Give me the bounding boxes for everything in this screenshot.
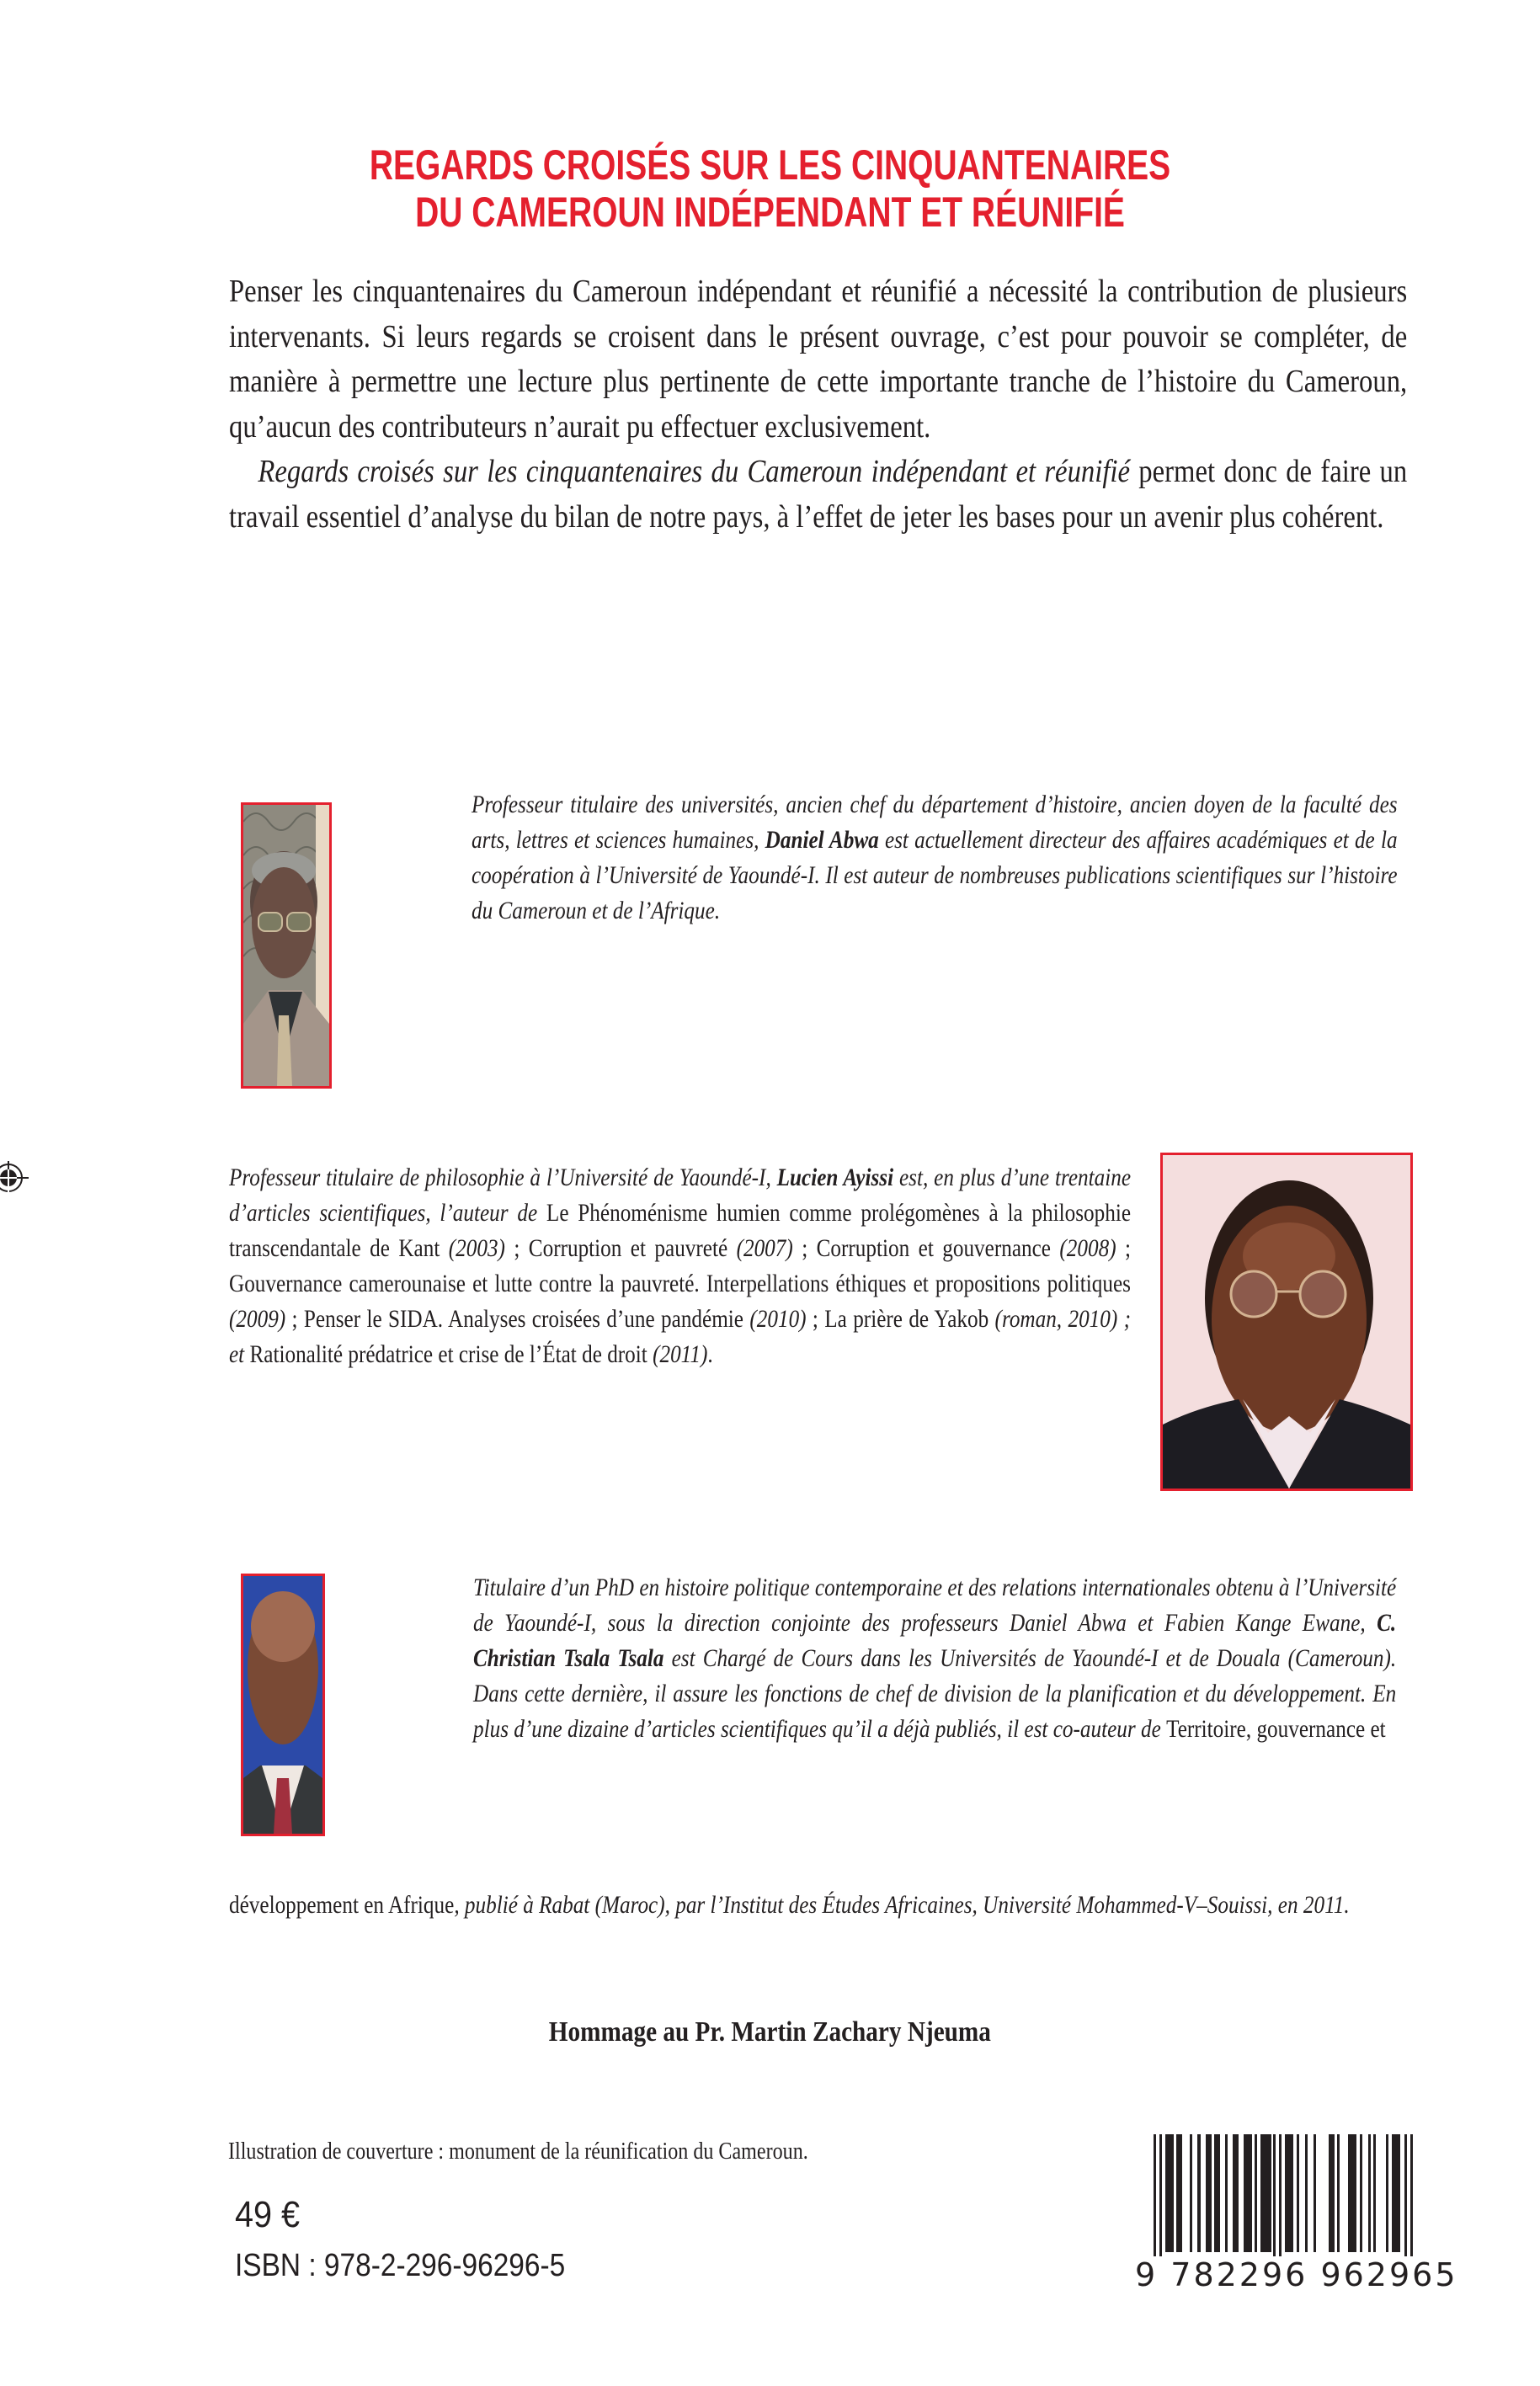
- work-title: Gouvernance camerounaise et lutte contre la pauvreté. Interpellations éthiques et propositions politiques: [229, 1270, 1131, 1297]
- period: .: [707, 1340, 713, 1368]
- book-title: [169, 141, 1371, 236]
- author-photo-daniel-abwa: [241, 802, 332, 1089]
- work-title: Corruption et gouvernance: [816, 1234, 1051, 1262]
- bio-text: Professeur titulaire de philosophie à l’Université de Yaoundé-I,: [229, 1164, 777, 1191]
- bio-text: , publié à Rabat (Maroc), par l’Institut des Études Africaines, Université Mohammed-V–Souissi, en 2011.: [454, 1891, 1350, 1919]
- cover-credit: Illustration de couverture : monument de la réunification du Cameroun.: [228, 2138, 808, 2165]
- book-title-italic: Regards croisés sur les cinquantenaires du Cameroun indépendant et réunifié: [258, 454, 1130, 489]
- portrait-image: [243, 1576, 322, 1834]
- author-bio-lucien-ayissi: [229, 1160, 1131, 1372]
- work-year: (2009): [229, 1305, 286, 1333]
- separator: ; et: [229, 1305, 1132, 1368]
- work-year: (2011): [653, 1340, 708, 1368]
- work-title: Territoire, gouvernance et: [1166, 1715, 1386, 1743]
- work-year: (2010): [749, 1305, 807, 1333]
- separator: ;: [285, 1305, 304, 1333]
- book-title-line-2: DU CAMEROUN INDÉPENDANT ET RÉUNIFIÉ: [415, 189, 1125, 236]
- work-year: (2003): [448, 1234, 505, 1262]
- bio-text: est actuellement directeur des affaires académiques et de la coopération à l’Université de Yaoundé-I. Il est auteur de nombreuses publications scientifiques sur l’histoire du Cameroun et de l’Afrique.: [472, 826, 1398, 924]
- work-title: Le Phénoménisme humien comme prolégomènes à la philosophie transcendantale de Kant: [229, 1199, 1132, 1262]
- author-bio-daniel-abwa: [472, 787, 1398, 929]
- separator: ;: [792, 1234, 817, 1262]
- portrait-image: [1163, 1155, 1410, 1489]
- work-title: Penser le SIDA. Analyses croisées d’une pandémie: [303, 1305, 744, 1333]
- work-title: Rationalité prédatrice et crise de l’État de droit: [249, 1340, 647, 1368]
- dedication-text: Hommage au Pr. Martin Zachary Njeuma: [548, 2016, 992, 2048]
- work-title: Corruption et pauvreté: [528, 1234, 728, 1262]
- author-name: C. Christian Tsala Tsala: [473, 1609, 1397, 1672]
- dedication: [0, 2016, 1540, 2048]
- intro-paragraph-1: Penser les cinquantenaires du Cameroun indépendant et réunifié a nécessité la contribution de plusieurs intervenants. Si leurs regards se croisent dans le présent ouvrage, c’est pour pouvoir se compléter, de manière à permettre une lecture plus pertinente de cette importante tranche de l’histoire du Cameroun, qu’aucun des contributeurs n’aurait pu effectuer exclusivement.: [229, 274, 1408, 445]
- intro-paragraph-2-text: permet donc de faire un travail essentiel d’analyse du bilan de notre pays, à l’effet de jeter les bases pour un avenir plus cohérent.: [229, 454, 1408, 535]
- author-name: Lucien Ayissi: [776, 1164, 894, 1191]
- author-name: Daniel Abwa: [765, 826, 879, 854]
- bio-text: Professeur titulaire des universités, ancien chef du département d’histoire, ancien doyen de la faculté des arts, lettres et sciences humaines,: [472, 791, 1398, 854]
- barcode-icon: [1154, 2134, 1426, 2256]
- bio-text: est Chargé de Cours dans les Universités de Yaoundé-I et de Douala (Cameroun). Dans cette dernière, il assure les fonctions de chef de division de la planification et du développement. En plus d’une dizaine d’articles scientifiques qu’il a déjà publiés, il est co-auteur de: [473, 1644, 1397, 1743]
- work-year: (2007): [736, 1234, 793, 1262]
- work-year: (roman, 2010): [994, 1305, 1118, 1333]
- barcode-digit-first: 9: [1135, 2256, 1159, 2293]
- bio-text: Titulaire d’un PhD en histoire politique contemporaine et des relations internationales obtenu à l’Université de Yaoundé-I, sous la direction conjointe des professeurs Daniel Abwa et Fabien Kange Ewane,: [473, 1574, 1397, 1637]
- barcode-digits-left: 782296: [1170, 2256, 1308, 2293]
- isbn: ISBN : 978-2-296-96296-5: [235, 2248, 566, 2283]
- separator: ;: [504, 1234, 529, 1262]
- work-title: La prière de Yakob: [824, 1305, 989, 1333]
- intro-text: [229, 269, 1407, 540]
- intro-paragraph-2: [229, 450, 1407, 540]
- barcode-digits: [1135, 2256, 1458, 2293]
- separator: ;: [806, 1305, 825, 1333]
- isbn-barcode: [1154, 2134, 1426, 2256]
- book-title-line-1: REGARDS CROISÉS SUR LES CINQUANTENAIRES: [369, 141, 1171, 189]
- separator: ;: [1116, 1234, 1132, 1262]
- work-title: développement en Afrique: [229, 1891, 455, 1919]
- crosshair-registration-icon: [0, 1159, 29, 1193]
- work-year: (2008): [1059, 1234, 1116, 1262]
- author-bio-christian-tsala-tsala: [473, 1570, 1396, 1747]
- author-photo-lucien-ayissi: [1160, 1153, 1413, 1491]
- author-bio-christian-tsala-tsala-continued: [229, 1888, 1405, 1923]
- portrait-image: [243, 805, 329, 1086]
- price: 49 €: [235, 2194, 301, 2235]
- barcode-digits-right: 962965: [1320, 2256, 1458, 2293]
- bio-text: est, en plus d’une trentaine d’articles scientifiques, l’auteur de: [229, 1164, 1132, 1227]
- author-photo-christian-tsala-tsala: [241, 1574, 325, 1836]
